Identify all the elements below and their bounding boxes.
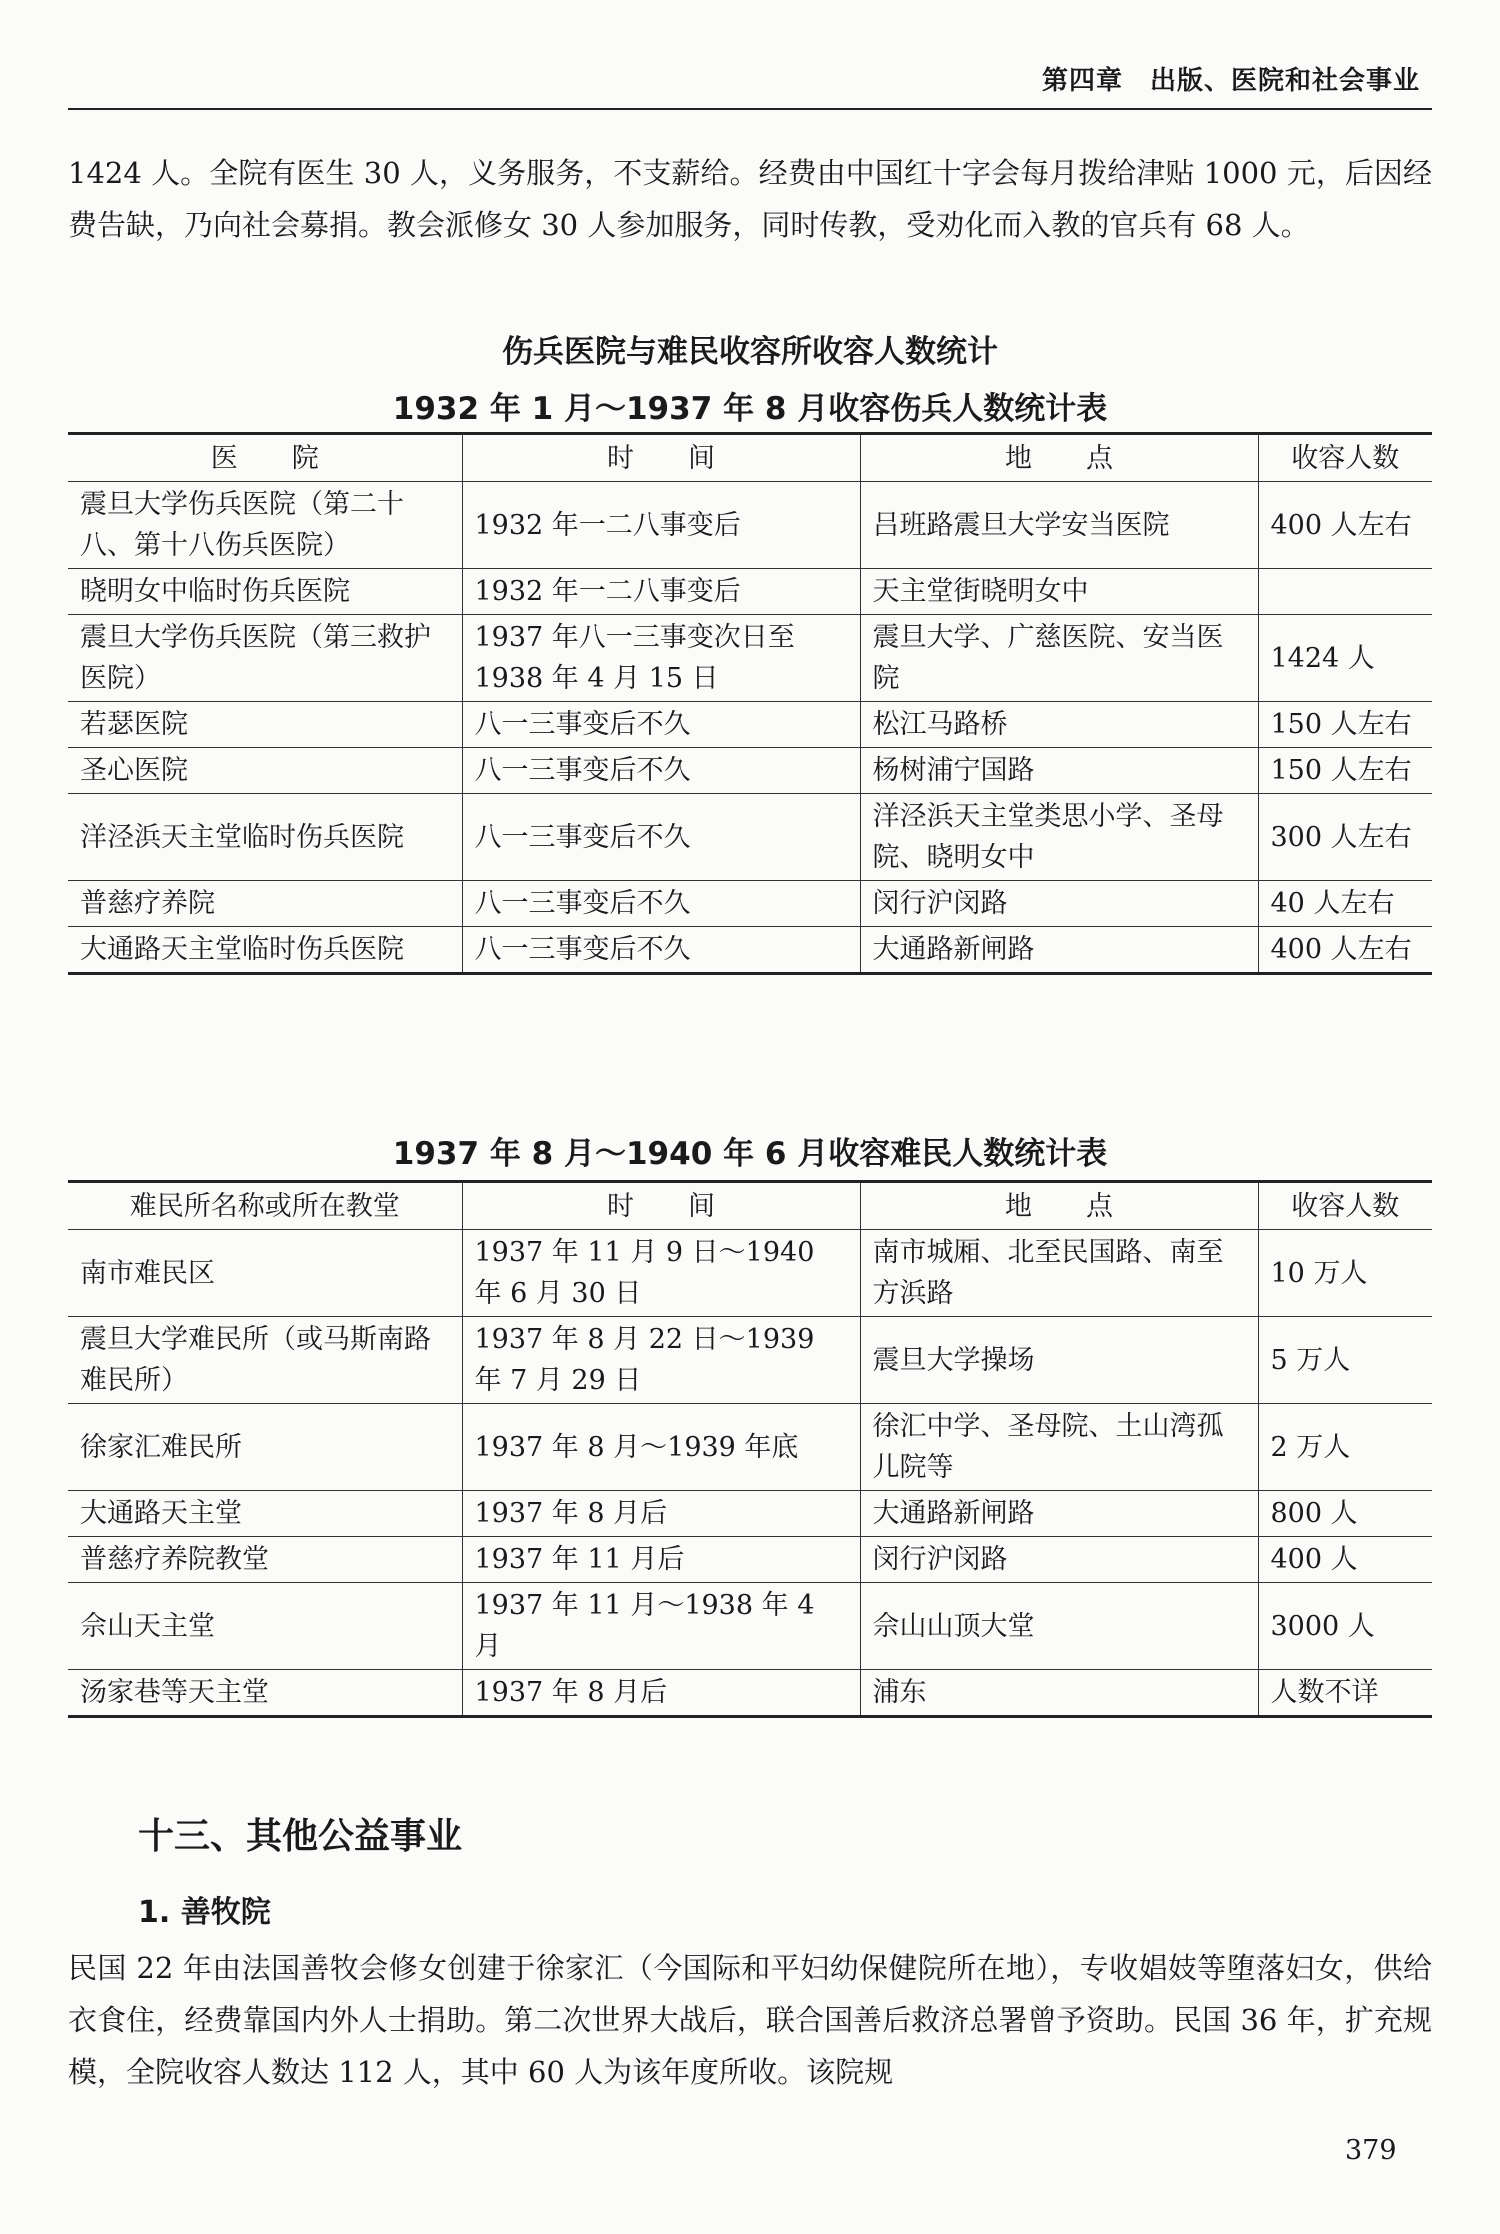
table-cell: 震旦大学伤兵医院（第二十八、第十八伤兵医院） — [68, 482, 462, 569]
table-cell: 40 人左右 — [1258, 881, 1432, 927]
table-cell: 大通路新闸路 — [860, 927, 1258, 974]
table-row — [68, 794, 1432, 881]
table-row — [68, 1317, 1432, 1404]
table-cell: 2 万人 — [1258, 1404, 1432, 1491]
table-cell: 400 人左右 — [1258, 482, 1432, 569]
table-row — [68, 1537, 1432, 1583]
table-cell: 若瑟医院 — [68, 702, 462, 748]
column-header: 时 间 — [462, 1182, 860, 1230]
table-cell: 1937 年 11 月 9 日～1940 年 6 月 30 日 — [462, 1230, 860, 1317]
table-cell: 震旦大学、广慈医院、安当医院 — [860, 615, 1258, 702]
table-row — [68, 927, 1432, 974]
table-cell: 震旦大学伤兵医院（第三救护医院） — [68, 615, 462, 702]
table-row — [68, 881, 1432, 927]
header-rule — [68, 108, 1432, 110]
table-cell: 400 人 — [1258, 1537, 1432, 1583]
table-cell: 洋泾浜天主堂类思小学、圣母院、晓明女中 — [860, 794, 1258, 881]
wounded-soldiers-table — [68, 432, 1432, 975]
table-cell: 10 万人 — [1258, 1230, 1432, 1317]
table-cell: 汤家巷等天主堂 — [68, 1670, 462, 1717]
section-title: 十三、其他公益事业 — [138, 1816, 463, 1857]
table-cell: 1937 年 8 月后 — [462, 1491, 860, 1537]
table-cell: 天主堂街晓明女中 — [860, 569, 1258, 615]
table-cell: 南市难民区 — [68, 1230, 462, 1317]
table-row — [68, 1404, 1432, 1491]
column-header: 地 点 — [860, 1182, 1258, 1230]
main-title: 伤兵医院与难民收容所收容人数统计 — [502, 334, 998, 370]
column-header: 收容人数 — [1258, 1182, 1432, 1230]
table-cell: 八一三事变后不久 — [462, 881, 860, 927]
refugees-table — [68, 1180, 1432, 1718]
table-cell: 圣心医院 — [68, 748, 462, 794]
table-cell: 1937 年 11 月～1938 年 4 月 — [462, 1583, 860, 1670]
table-cell: 洋泾浜天主堂临时伤兵医院 — [68, 794, 462, 881]
table-cell: 普慈疗养院 — [68, 881, 462, 927]
page-number: 379 — [1345, 2135, 1397, 2166]
table-cell: 佘山山顶大堂 — [860, 1583, 1258, 1670]
table-cell: 杨树浦宁国路 — [860, 748, 1258, 794]
table-row — [68, 702, 1432, 748]
table-cell: 徐汇中学、圣母院、土山湾孤儿院等 — [860, 1404, 1258, 1491]
intro-paragraph: 1424 人。全院有医生 30 人，义务服务，不支薪给。经费由中国红十字会每月拨给津贴 1000 元，后因经费告缺，乃向社会募捐。教会派修女 30 人参加服务，同时传教，受劝化而入教的官兵有 68 人。 — [68, 156, 1432, 242]
table-cell: 松江马路桥 — [860, 702, 1258, 748]
table-row — [68, 569, 1432, 615]
table-cell: 八一三事变后不久 — [462, 794, 860, 881]
table-cell: 普慈疗养院教堂 — [68, 1537, 462, 1583]
table2-title: 1937 年 8 月～1940 年 6 月收容难民人数统计表 — [392, 1136, 1108, 1172]
table-cell: 八一三事变后不久 — [462, 927, 860, 974]
column-header: 医 院 — [68, 434, 462, 482]
column-header: 地 点 — [860, 434, 1258, 482]
table-cell — [1258, 569, 1432, 615]
table-cell: 人数不详 — [1258, 1670, 1432, 1717]
table-cell: 闵行沪闵路 — [860, 1537, 1258, 1583]
table-cell: 佘山天主堂 — [68, 1583, 462, 1670]
table-cell: 晓明女中临时伤兵医院 — [68, 569, 462, 615]
table-cell: 150 人左右 — [1258, 702, 1432, 748]
table-row — [68, 615, 1432, 702]
table-cell: 1937 年 8 月后 — [462, 1670, 860, 1717]
table1-title: 1932 年 1 月～1937 年 8 月收容伤兵人数统计表 — [392, 391, 1108, 427]
table-cell: 大通路新闸路 — [860, 1491, 1258, 1537]
table-cell: 5 万人 — [1258, 1317, 1432, 1404]
table-row — [68, 482, 1432, 569]
table-cell: 大通路天主堂临时伤兵医院 — [68, 927, 462, 974]
column-header: 时 间 — [462, 434, 860, 482]
table-cell: 400 人左右 — [1258, 927, 1432, 974]
table-cell: 大通路天主堂 — [68, 1491, 462, 1537]
table-cell: 1937 年八一三事变次日至 1938 年 4 月 15 日 — [462, 615, 860, 702]
table-cell: 震旦大学难民所（或马斯南路难民所） — [68, 1317, 462, 1404]
table-row — [68, 748, 1432, 794]
table-cell: 吕班路震旦大学安当医院 — [860, 482, 1258, 569]
body-paragraph: 民国 22 年由法国善牧会修女创建于徐家汇（今国际和平妇幼保健院所在地），专收娼妓等堕落妇女，供给衣食住，经费靠国内外人士捐助。第二次世界大战后，联合国善后救济总署曾予资助。民国 36 年，扩充规模，全院收容人数达 112 人，其中 60 人为该年度所收。该院规 — [68, 1951, 1432, 2089]
table-cell: 徐家汇难民所 — [68, 1404, 462, 1491]
table-cell: 1937 年 8 月 22 日～1939 年 7 月 29 日 — [462, 1317, 860, 1404]
table-row — [68, 1491, 1432, 1537]
column-header: 难民所名称或所在教堂 — [68, 1182, 462, 1230]
table-cell: 闵行沪闵路 — [860, 881, 1258, 927]
table-cell: 150 人左右 — [1258, 748, 1432, 794]
table-row — [68, 1670, 1432, 1717]
table-cell: 800 人 — [1258, 1491, 1432, 1537]
table-cell: 3000 人 — [1258, 1583, 1432, 1670]
table-cell: 1937 年 11 月后 — [462, 1537, 860, 1583]
table-cell: 1424 人 — [1258, 615, 1432, 702]
table-cell: 八一三事变后不久 — [462, 702, 860, 748]
table-cell: 南市城厢、北至民国路、南至方浜路 — [860, 1230, 1258, 1317]
table-cell: 1937 年 8 月～1939 年底 — [462, 1404, 860, 1491]
subsection-title: 1. 善牧院 — [138, 1895, 271, 1930]
table-cell: 八一三事变后不久 — [462, 748, 860, 794]
table-cell: 1932 年一二八事变后 — [462, 569, 860, 615]
table-row — [68, 1230, 1432, 1317]
table-cell: 1932 年一二八事变后 — [462, 482, 860, 569]
column-header: 收容人数 — [1258, 434, 1432, 482]
table-cell: 震旦大学操场 — [860, 1317, 1258, 1404]
table-cell: 浦东 — [860, 1670, 1258, 1717]
chapter-header: 第四章 出版、医院和社会事业 — [1041, 66, 1420, 96]
table-cell: 300 人左右 — [1258, 794, 1432, 881]
table-row — [68, 1583, 1432, 1670]
